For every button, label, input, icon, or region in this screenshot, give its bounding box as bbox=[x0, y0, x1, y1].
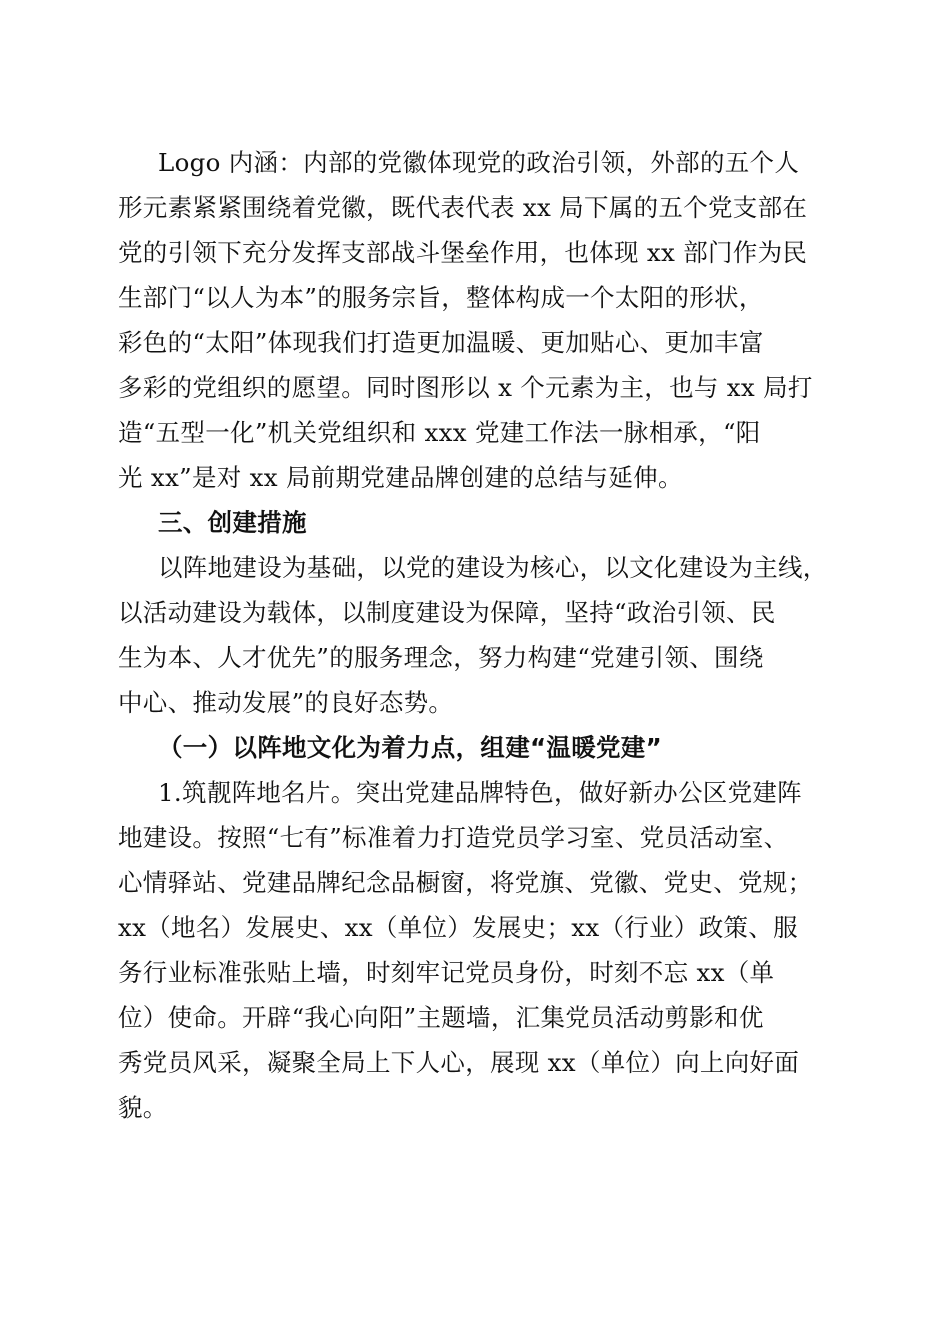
logo-paragraph-line: 光 xx”是对 xx 局前期党建品牌创建的总结与延伸。 bbox=[118, 463, 683, 492]
measures-paragraph-line: 中心、推动发展”的良好态势。 bbox=[118, 688, 454, 717]
measures-paragraph-line: 以阵地建设为基础，以党的建设为核心，以文化建设为主线， bbox=[158, 553, 828, 582]
item1-paragraph-line: 秀党员风采，凝聚全局上下人心，展现 xx（单位）向上向好面 bbox=[118, 1048, 800, 1077]
item1-paragraph-line: 务行业标准张贴上墙，时刻牢记党员身份，时刻不忘 xx（单 bbox=[118, 958, 775, 987]
item1-paragraph-line: 貌。 bbox=[118, 1093, 168, 1122]
logo-paragraph-line: 生部门“以人为本”的服务宗旨，整体构成一个太阳的形状， bbox=[118, 283, 764, 312]
logo-paragraph-line: 形元素紧紧围绕着党徽，既代表代表 xx 局下属的五个党支部在 bbox=[118, 193, 808, 222]
measures-paragraph-line: 以活动建设为载体，以制度建设为保障，坚持“政治引领、民 bbox=[118, 598, 776, 627]
section-heading: 三、创建措施 bbox=[158, 508, 307, 537]
logo-paragraph-line: 彩色的“太阳”体现我们打造更加温暖、更加贴心、更加丰富 bbox=[118, 328, 764, 357]
measures-paragraph-line: 生为本、人才优先”的服务理念，努力构建“党建引领、围绕 bbox=[118, 643, 764, 672]
logo-paragraph-line: 党的引领下充分发挥支部战斗堡垒作用，也体现 xx 部门作为民 bbox=[118, 238, 808, 267]
logo-paragraph-line: Logo 内涵：内部的党徽体现党的政治引领，外部的五个人 bbox=[158, 148, 800, 177]
logo-paragraph-line: 多彩的党组织的愿望。同时图形以 x 个元素为主，也与 xx 局打 bbox=[118, 373, 813, 402]
item1-paragraph-line: 1.筑靓阵地名片。突出党建品牌特色，做好新办公区党建阵 bbox=[158, 778, 802, 807]
item1-paragraph-line: 地建设。按照“七有”标准着力打造党员学习室、党员活动室、 bbox=[118, 823, 789, 852]
item1-paragraph-line: xx（地名）发展史、xx（单位）发展史；xx（行业）政策、服 bbox=[118, 913, 798, 942]
subsection-heading: （一）以阵地文化为着力点，组建“温暖党建” bbox=[158, 733, 663, 762]
item1-paragraph-line: 心情驿站、党建品牌纪念品橱窗，将党旗、党徽、党史、党规； bbox=[118, 868, 813, 897]
logo-paragraph-line: 造“五型一化”机关党组织和 xxx 党建工作法一脉相承，“阳 bbox=[118, 418, 761, 447]
item1-paragraph-line: 位）使命。开辟“我心向阳”主题墙，汇集党员活动剪影和优 bbox=[118, 1003, 764, 1032]
